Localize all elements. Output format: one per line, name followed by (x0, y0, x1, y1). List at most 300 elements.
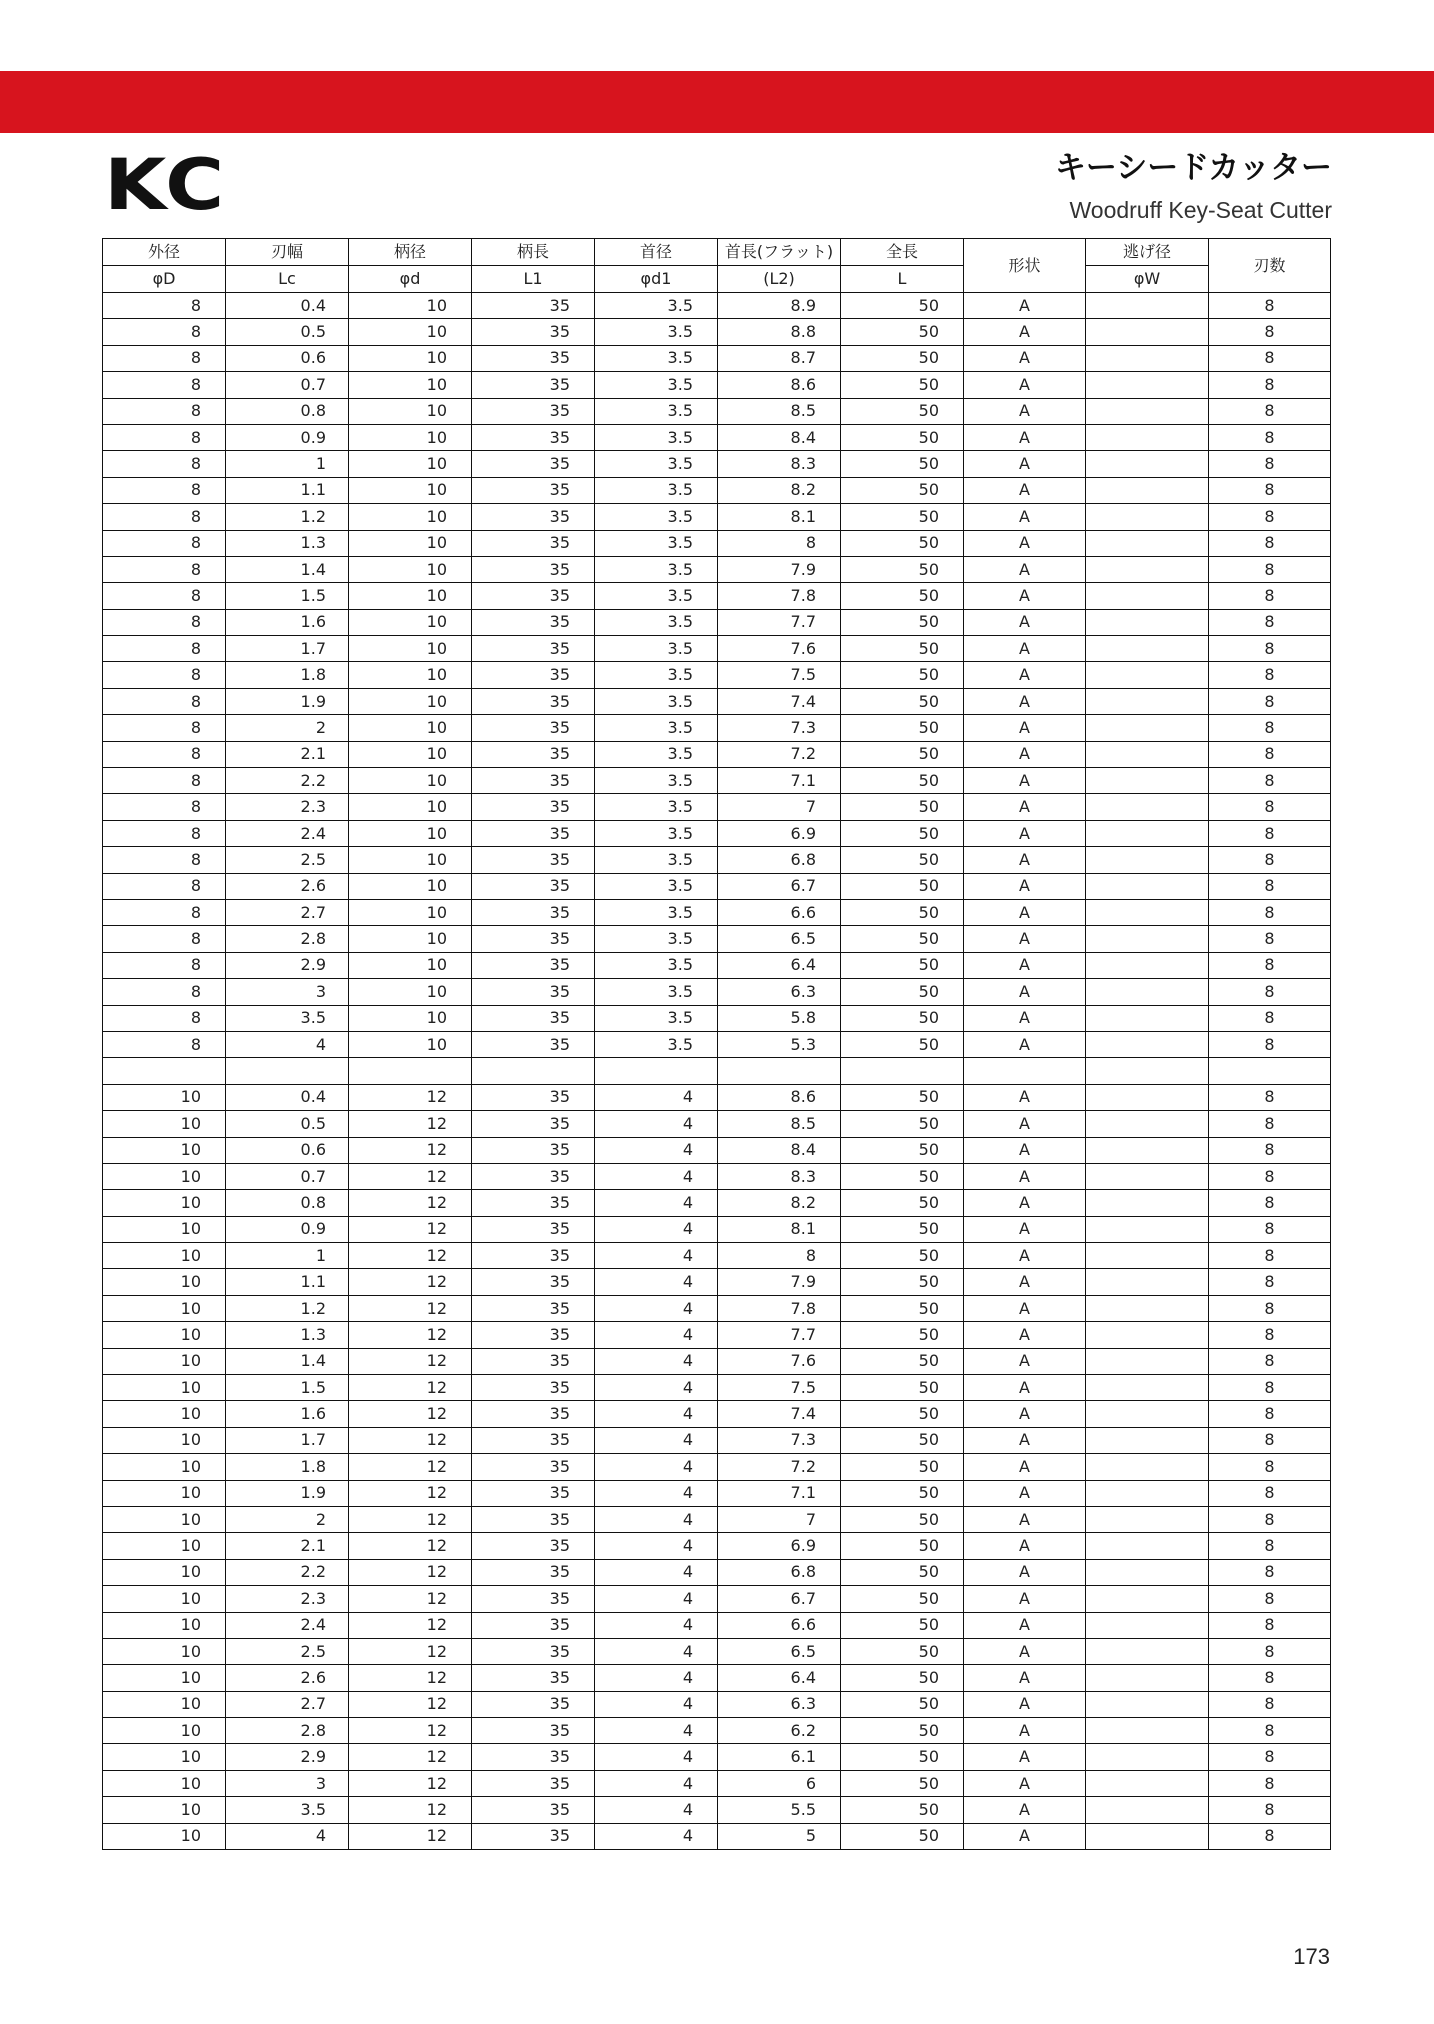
cell-neck-diameter: 4 (595, 1506, 718, 1532)
cell-shank-length: 35 (472, 1744, 595, 1770)
cell-relief-diameter (1086, 1797, 1209, 1823)
cell-flutes: 8 (1209, 530, 1331, 556)
table-row (103, 609, 1331, 635)
cell-shape: A (964, 741, 1086, 767)
cell-overall-length: 50 (841, 1718, 964, 1744)
header-relief-diameter: 逃げ径 (1086, 239, 1209, 266)
cell-neck-diameter: 3.5 (595, 530, 718, 556)
cell-flutes: 8 (1209, 1322, 1331, 1348)
cell-relief-diameter (1086, 688, 1209, 714)
table-row (103, 1295, 1331, 1321)
cell-neck-length: 6.8 (718, 847, 841, 873)
cell-blade-width: 2.2 (226, 1559, 349, 1585)
cell-neck-length: 7.4 (718, 688, 841, 714)
cell-neck-diameter: 4 (595, 1823, 718, 1849)
cell-relief-diameter (1086, 952, 1209, 978)
cell-flutes: 8 (1209, 1375, 1331, 1401)
cell-neck-length: 6.5 (718, 926, 841, 952)
cell-overall-length: 50 (841, 979, 964, 1005)
cell-relief-diameter (1086, 1427, 1209, 1453)
cell-blade-width: 0.9 (226, 424, 349, 450)
cell-flutes: 8 (1209, 1348, 1331, 1374)
cell-overall-length: 50 (841, 1744, 964, 1770)
cell-flutes: 8 (1209, 1427, 1331, 1453)
cell-shape: A (964, 556, 1086, 582)
cell-blade-width: 2.3 (226, 1586, 349, 1612)
cell-outer-diameter: 8 (103, 293, 226, 319)
cell-shape: A (964, 1427, 1086, 1453)
table-row (103, 768, 1331, 794)
cell-overall-length: 50 (841, 1427, 964, 1453)
cell-shank-length: 35 (472, 1638, 595, 1664)
cell-outer-diameter: 10 (103, 1295, 226, 1321)
cell-shank-diameter: 12 (349, 1163, 472, 1189)
cell-relief-diameter (1086, 1506, 1209, 1532)
cell-overall-length: 50 (841, 345, 964, 371)
cell-shank-diameter: 10 (349, 556, 472, 582)
cell-overall-length: 50 (841, 926, 964, 952)
cell-blade-width: 1.9 (226, 1480, 349, 1506)
cell-relief-diameter (1086, 1559, 1209, 1585)
cell-overall-length: 50 (841, 1480, 964, 1506)
header-symbol-l1: L1 (472, 266, 595, 293)
kc-logo: KC (104, 144, 227, 226)
cell-neck-diameter: 4 (595, 1744, 718, 1770)
cell-shank-length: 35 (472, 1005, 595, 1031)
cell-overall-length: 50 (841, 715, 964, 741)
cell-neck-length: 7.3 (718, 1427, 841, 1453)
cell-shape: A (964, 504, 1086, 530)
cell-overall-length: 50 (841, 636, 964, 662)
cell-neck-length: 6.4 (718, 1665, 841, 1691)
cell-flutes: 8 (1209, 1295, 1331, 1321)
cell-overall-length: 50 (841, 1375, 964, 1401)
header-neck-diameter: 首径 (595, 239, 718, 266)
table-row (103, 741, 1331, 767)
header-outer-diameter: 外径 (103, 239, 226, 266)
cell-neck-length: 8.4 (718, 1137, 841, 1163)
cell-shank-diameter: 12 (349, 1111, 472, 1137)
cell-overall-length: 50 (841, 1823, 964, 1849)
cell-shank-diameter: 12 (349, 1243, 472, 1269)
cell-neck-diameter: 4 (595, 1322, 718, 1348)
header-blade-width: 刃幅 (226, 239, 349, 266)
cell-overall-length: 50 (841, 583, 964, 609)
header-overall-length: 全長 (841, 239, 964, 266)
cell-outer-diameter: 10 (103, 1612, 226, 1638)
cell-shape (964, 1058, 1086, 1084)
cell-relief-diameter (1086, 1665, 1209, 1691)
cell-neck-diameter: 3.5 (595, 293, 718, 319)
cell-flutes: 8 (1209, 662, 1331, 688)
cell-shape: A (964, 1031, 1086, 1057)
cell-outer-diameter: 8 (103, 768, 226, 794)
cell-shape: A (964, 847, 1086, 873)
cell-neck-diameter: 3.5 (595, 556, 718, 582)
cell-outer-diameter: 10 (103, 1586, 226, 1612)
cell-shank-length: 35 (472, 1427, 595, 1453)
cell-shape: A (964, 1559, 1086, 1585)
cell-neck-length: 7 (718, 794, 841, 820)
cell-neck-length: 5 (718, 1823, 841, 1849)
cell-flutes: 8 (1209, 1533, 1331, 1559)
cell-neck-diameter: 4 (595, 1427, 718, 1453)
cell-relief-diameter (1086, 451, 1209, 477)
cell-shape: A (964, 662, 1086, 688)
cell-overall-length: 50 (841, 556, 964, 582)
cell-shank-length: 35 (472, 1084, 595, 1110)
table-row (103, 1638, 1331, 1664)
cell-relief-diameter (1086, 1533, 1209, 1559)
cell-blade-width: 2.1 (226, 741, 349, 767)
cell-shape: A (964, 926, 1086, 952)
title-english: Woodruff Key-Seat Cutter (1069, 197, 1332, 223)
cell-flutes: 8 (1209, 1401, 1331, 1427)
cell-neck-diameter: 3.5 (595, 609, 718, 635)
cell-shank-diameter: 12 (349, 1190, 472, 1216)
cell-overall-length: 50 (841, 319, 964, 345)
cell-neck-length: 7.5 (718, 1375, 841, 1401)
table-row (103, 1480, 1331, 1506)
cell-relief-diameter (1086, 424, 1209, 450)
table-row (103, 319, 1331, 345)
table-row (103, 979, 1331, 1005)
cell-overall-length (841, 1058, 964, 1084)
cell-shank-diameter: 12 (349, 1744, 472, 1770)
page-number: 173 (1293, 1944, 1330, 1969)
cell-shape: A (964, 1322, 1086, 1348)
cell-shank-length: 35 (472, 1111, 595, 1137)
cell-shank-length: 35 (472, 1322, 595, 1348)
cell-flutes: 8 (1209, 952, 1331, 978)
cell-flutes: 8 (1209, 768, 1331, 794)
cell-relief-diameter (1086, 926, 1209, 952)
cell-relief-diameter (1086, 794, 1209, 820)
table-row (103, 1243, 1331, 1269)
cell-outer-diameter: 10 (103, 1506, 226, 1532)
cell-neck-diameter: 3.5 (595, 424, 718, 450)
cell-outer-diameter: 8 (103, 873, 226, 899)
cell-flutes: 8 (1209, 794, 1331, 820)
table-row (103, 530, 1331, 556)
cell-blade-width: 1.9 (226, 688, 349, 714)
cell-relief-diameter (1086, 530, 1209, 556)
cell-relief-diameter (1086, 1322, 1209, 1348)
cell-neck-length: 7.2 (718, 1454, 841, 1480)
cell-shank-diameter: 12 (349, 1084, 472, 1110)
cell-shank-diameter: 10 (349, 372, 472, 398)
cell-shape: A (964, 1612, 1086, 1638)
table-row (103, 715, 1331, 741)
table-row (103, 794, 1331, 820)
table-row (103, 1586, 1331, 1612)
table-row (103, 424, 1331, 450)
cell-relief-diameter (1086, 741, 1209, 767)
table-row (103, 293, 1331, 319)
cell-outer-diameter: 8 (103, 556, 226, 582)
cell-relief-diameter (1086, 1744, 1209, 1770)
cell-flutes: 8 (1209, 1770, 1331, 1796)
cell-overall-length: 50 (841, 1797, 964, 1823)
cell-neck-diameter: 4 (595, 1401, 718, 1427)
cell-blade-width: 0.8 (226, 1190, 349, 1216)
table-row (103, 1506, 1331, 1532)
cell-shank-diameter: 10 (349, 794, 472, 820)
cell-neck-diameter: 4 (595, 1216, 718, 1242)
table-row (103, 1005, 1331, 1031)
cell-neck-diameter: 3.5 (595, 451, 718, 477)
cell-blade-width: 2 (226, 715, 349, 741)
cell-shape: A (964, 1797, 1086, 1823)
cell-shank-diameter: 10 (349, 398, 472, 424)
cell-neck-length: 6.9 (718, 820, 841, 846)
cell-neck-diameter: 3.5 (595, 477, 718, 503)
cell-shape: A (964, 1506, 1086, 1532)
cell-blade-width: 1.1 (226, 1269, 349, 1295)
header-neck-length: 首長(フラット) (718, 239, 841, 266)
cell-flutes: 8 (1209, 1269, 1331, 1295)
cell-neck-diameter: 3.5 (595, 979, 718, 1005)
cell-outer-diameter: 8 (103, 662, 226, 688)
table-row (103, 1322, 1331, 1348)
cell-shape: A (964, 583, 1086, 609)
table-row (103, 345, 1331, 371)
cell-shank-diameter: 12 (349, 1454, 472, 1480)
cell-neck-length: 8 (718, 1243, 841, 1269)
cell-relief-diameter (1086, 1691, 1209, 1717)
cell-overall-length: 50 (841, 820, 964, 846)
cell-flutes: 8 (1209, 1031, 1331, 1057)
cell-overall-length: 50 (841, 1638, 964, 1664)
cell-flutes: 8 (1209, 1559, 1331, 1585)
cell-relief-diameter (1086, 1401, 1209, 1427)
cell-shank-diameter: 12 (349, 1427, 472, 1453)
cell-relief-diameter (1086, 1454, 1209, 1480)
cell-blade-width: 4 (226, 1031, 349, 1057)
cell-relief-diameter (1086, 873, 1209, 899)
cell-shank-diameter: 10 (349, 530, 472, 556)
cell-outer-diameter: 8 (103, 583, 226, 609)
spec-table (102, 238, 1331, 1850)
cell-blade-width: 0.4 (226, 293, 349, 319)
cell-flutes: 8 (1209, 1454, 1331, 1480)
cell-shape: A (964, 715, 1086, 741)
cell-neck-diameter: 3.5 (595, 636, 718, 662)
cell-flutes: 8 (1209, 1797, 1331, 1823)
cell-neck-length: 7.1 (718, 1480, 841, 1506)
cell-shank-diameter: 10 (349, 899, 472, 925)
cell-neck-diameter: 3.5 (595, 926, 718, 952)
header-symbol-l: L (841, 266, 964, 293)
cell-blade-width: 1.6 (226, 1401, 349, 1427)
cell-outer-diameter: 10 (103, 1243, 226, 1269)
cell-overall-length: 50 (841, 1269, 964, 1295)
cell-shank-length: 35 (472, 1480, 595, 1506)
cell-neck-diameter: 3.5 (595, 820, 718, 846)
cell-blade-width: 2.8 (226, 926, 349, 952)
cell-shank-length: 35 (472, 609, 595, 635)
cell-neck-diameter: 3.5 (595, 319, 718, 345)
cell-outer-diameter: 10 (103, 1770, 226, 1796)
cell-shank-diameter: 10 (349, 319, 472, 345)
table-row (103, 1031, 1331, 1057)
cell-shank-length: 35 (472, 1295, 595, 1321)
cell-blade-width: 1.2 (226, 504, 349, 530)
cell-outer-diameter: 8 (103, 477, 226, 503)
cell-shank-length: 35 (472, 1348, 595, 1374)
cell-relief-diameter (1086, 1348, 1209, 1374)
header-symbol-shank-d: φd (349, 266, 472, 293)
cell-outer-diameter: 8 (103, 820, 226, 846)
cell-outer-diameter: 10 (103, 1111, 226, 1137)
cell-neck-length: 8.1 (718, 504, 841, 530)
cell-overall-length: 50 (841, 1533, 964, 1559)
table-row (103, 1163, 1331, 1189)
cell-outer-diameter: 10 (103, 1322, 226, 1348)
cell-neck-diameter: 4 (595, 1586, 718, 1612)
table-row (103, 1691, 1331, 1717)
cell-shank-diameter (349, 1058, 472, 1084)
cell-neck-length: 8.2 (718, 477, 841, 503)
cell-relief-diameter (1086, 1638, 1209, 1664)
table-row (103, 1718, 1331, 1744)
cell-shank-length: 35 (472, 741, 595, 767)
cell-neck-diameter (595, 1058, 718, 1084)
cell-overall-length: 50 (841, 1691, 964, 1717)
cell-outer-diameter: 10 (103, 1163, 226, 1189)
cell-shank-length: 35 (472, 899, 595, 925)
table-row (103, 1058, 1331, 1084)
cell-shank-length: 35 (472, 820, 595, 846)
cell-shape: A (964, 1243, 1086, 1269)
cell-flutes: 8 (1209, 1612, 1331, 1638)
cell-blade-width: 2.4 (226, 1612, 349, 1638)
cell-neck-diameter: 3.5 (595, 794, 718, 820)
cell-relief-diameter (1086, 609, 1209, 635)
cell-overall-length: 50 (841, 372, 964, 398)
cell-blade-width: 2 (226, 1506, 349, 1532)
cell-neck-length (718, 1058, 841, 1084)
cell-overall-length: 50 (841, 1295, 964, 1321)
cell-blade-width: 2.9 (226, 952, 349, 978)
cell-neck-length: 5.5 (718, 1797, 841, 1823)
cell-blade-width: 3.5 (226, 1005, 349, 1031)
cell-outer-diameter: 8 (103, 1031, 226, 1057)
cell-shank-diameter: 12 (349, 1797, 472, 1823)
cell-neck-length: 6.1 (718, 1744, 841, 1770)
cell-blade-width: 0.6 (226, 1137, 349, 1163)
cell-shank-diameter: 10 (349, 424, 472, 450)
cell-neck-length: 7.3 (718, 715, 841, 741)
cell-shape: A (964, 1216, 1086, 1242)
cell-outer-diameter: 8 (103, 372, 226, 398)
cell-shank-diameter: 12 (349, 1216, 472, 1242)
cell-blade-width: 0.9 (226, 1216, 349, 1242)
cell-flutes: 8 (1209, 926, 1331, 952)
cell-outer-diameter: 10 (103, 1744, 226, 1770)
cell-neck-length: 7.2 (718, 741, 841, 767)
cell-blade-width: 0.5 (226, 319, 349, 345)
cell-shank-length: 35 (472, 768, 595, 794)
cell-relief-diameter (1086, 820, 1209, 846)
cell-shank-diameter: 12 (349, 1348, 472, 1374)
cell-blade-width: 2.5 (226, 847, 349, 873)
cell-shape: A (964, 1401, 1086, 1427)
table-row (103, 1269, 1331, 1295)
cell-neck-length: 7.1 (718, 768, 841, 794)
cell-relief-diameter (1086, 636, 1209, 662)
header-symbol-d1: φd1 (595, 266, 718, 293)
cell-shank-diameter: 12 (349, 1691, 472, 1717)
cell-shape: A (964, 1005, 1086, 1031)
cell-neck-diameter: 4 (595, 1612, 718, 1638)
cell-neck-diameter: 4 (595, 1375, 718, 1401)
table-row (103, 636, 1331, 662)
cell-blade-width: 4 (226, 1823, 349, 1849)
cell-shank-length: 35 (472, 1163, 595, 1189)
cell-neck-length: 8.5 (718, 1111, 841, 1137)
cell-relief-diameter (1086, 293, 1209, 319)
cell-shape: A (964, 530, 1086, 556)
cell-outer-diameter: 10 (103, 1216, 226, 1242)
table-row (103, 1375, 1331, 1401)
cell-neck-length: 6.6 (718, 1612, 841, 1638)
cell-shape: A (964, 899, 1086, 925)
cell-flutes: 8 (1209, 820, 1331, 846)
cell-overall-length: 50 (841, 424, 964, 450)
cell-blade-width: 2.7 (226, 1691, 349, 1717)
table-row (103, 556, 1331, 582)
cell-outer-diameter: 10 (103, 1427, 226, 1453)
table-row (103, 1427, 1331, 1453)
cell-neck-diameter: 4 (595, 1137, 718, 1163)
cell-neck-diameter: 3.5 (595, 715, 718, 741)
cell-overall-length: 50 (841, 477, 964, 503)
table-row (103, 477, 1331, 503)
cell-overall-length: 50 (841, 1084, 964, 1110)
cell-neck-length: 8.5 (718, 398, 841, 424)
cell-shank-diameter: 12 (349, 1401, 472, 1427)
cell-overall-length: 50 (841, 293, 964, 319)
cell-relief-diameter (1086, 1295, 1209, 1321)
cell-outer-diameter: 10 (103, 1454, 226, 1480)
title-japanese: キーシードカッター (1054, 150, 1332, 186)
cell-blade-width: 3 (226, 1770, 349, 1796)
cell-flutes: 8 (1209, 372, 1331, 398)
cell-shape: A (964, 1586, 1086, 1612)
cell-flutes: 8 (1209, 979, 1331, 1005)
cell-relief-diameter (1086, 477, 1209, 503)
table-row (103, 1665, 1331, 1691)
table-row (103, 583, 1331, 609)
cell-outer-diameter: 8 (103, 741, 226, 767)
cell-relief-diameter (1086, 1823, 1209, 1849)
cell-outer-diameter: 8 (103, 715, 226, 741)
cell-shank-diameter: 12 (349, 1586, 472, 1612)
cell-relief-diameter (1086, 847, 1209, 873)
cell-neck-length: 5.8 (718, 1005, 841, 1031)
cell-blade-width: 1.3 (226, 530, 349, 556)
cell-neck-diameter: 4 (595, 1163, 718, 1189)
cell-shank-diameter: 10 (349, 847, 472, 873)
cell-flutes: 8 (1209, 1163, 1331, 1189)
cell-relief-diameter (1086, 899, 1209, 925)
table-row (103, 873, 1331, 899)
cell-relief-diameter (1086, 1586, 1209, 1612)
cell-relief-diameter (1086, 319, 1209, 345)
cell-shank-length: 35 (472, 1375, 595, 1401)
cell-shape: A (964, 873, 1086, 899)
